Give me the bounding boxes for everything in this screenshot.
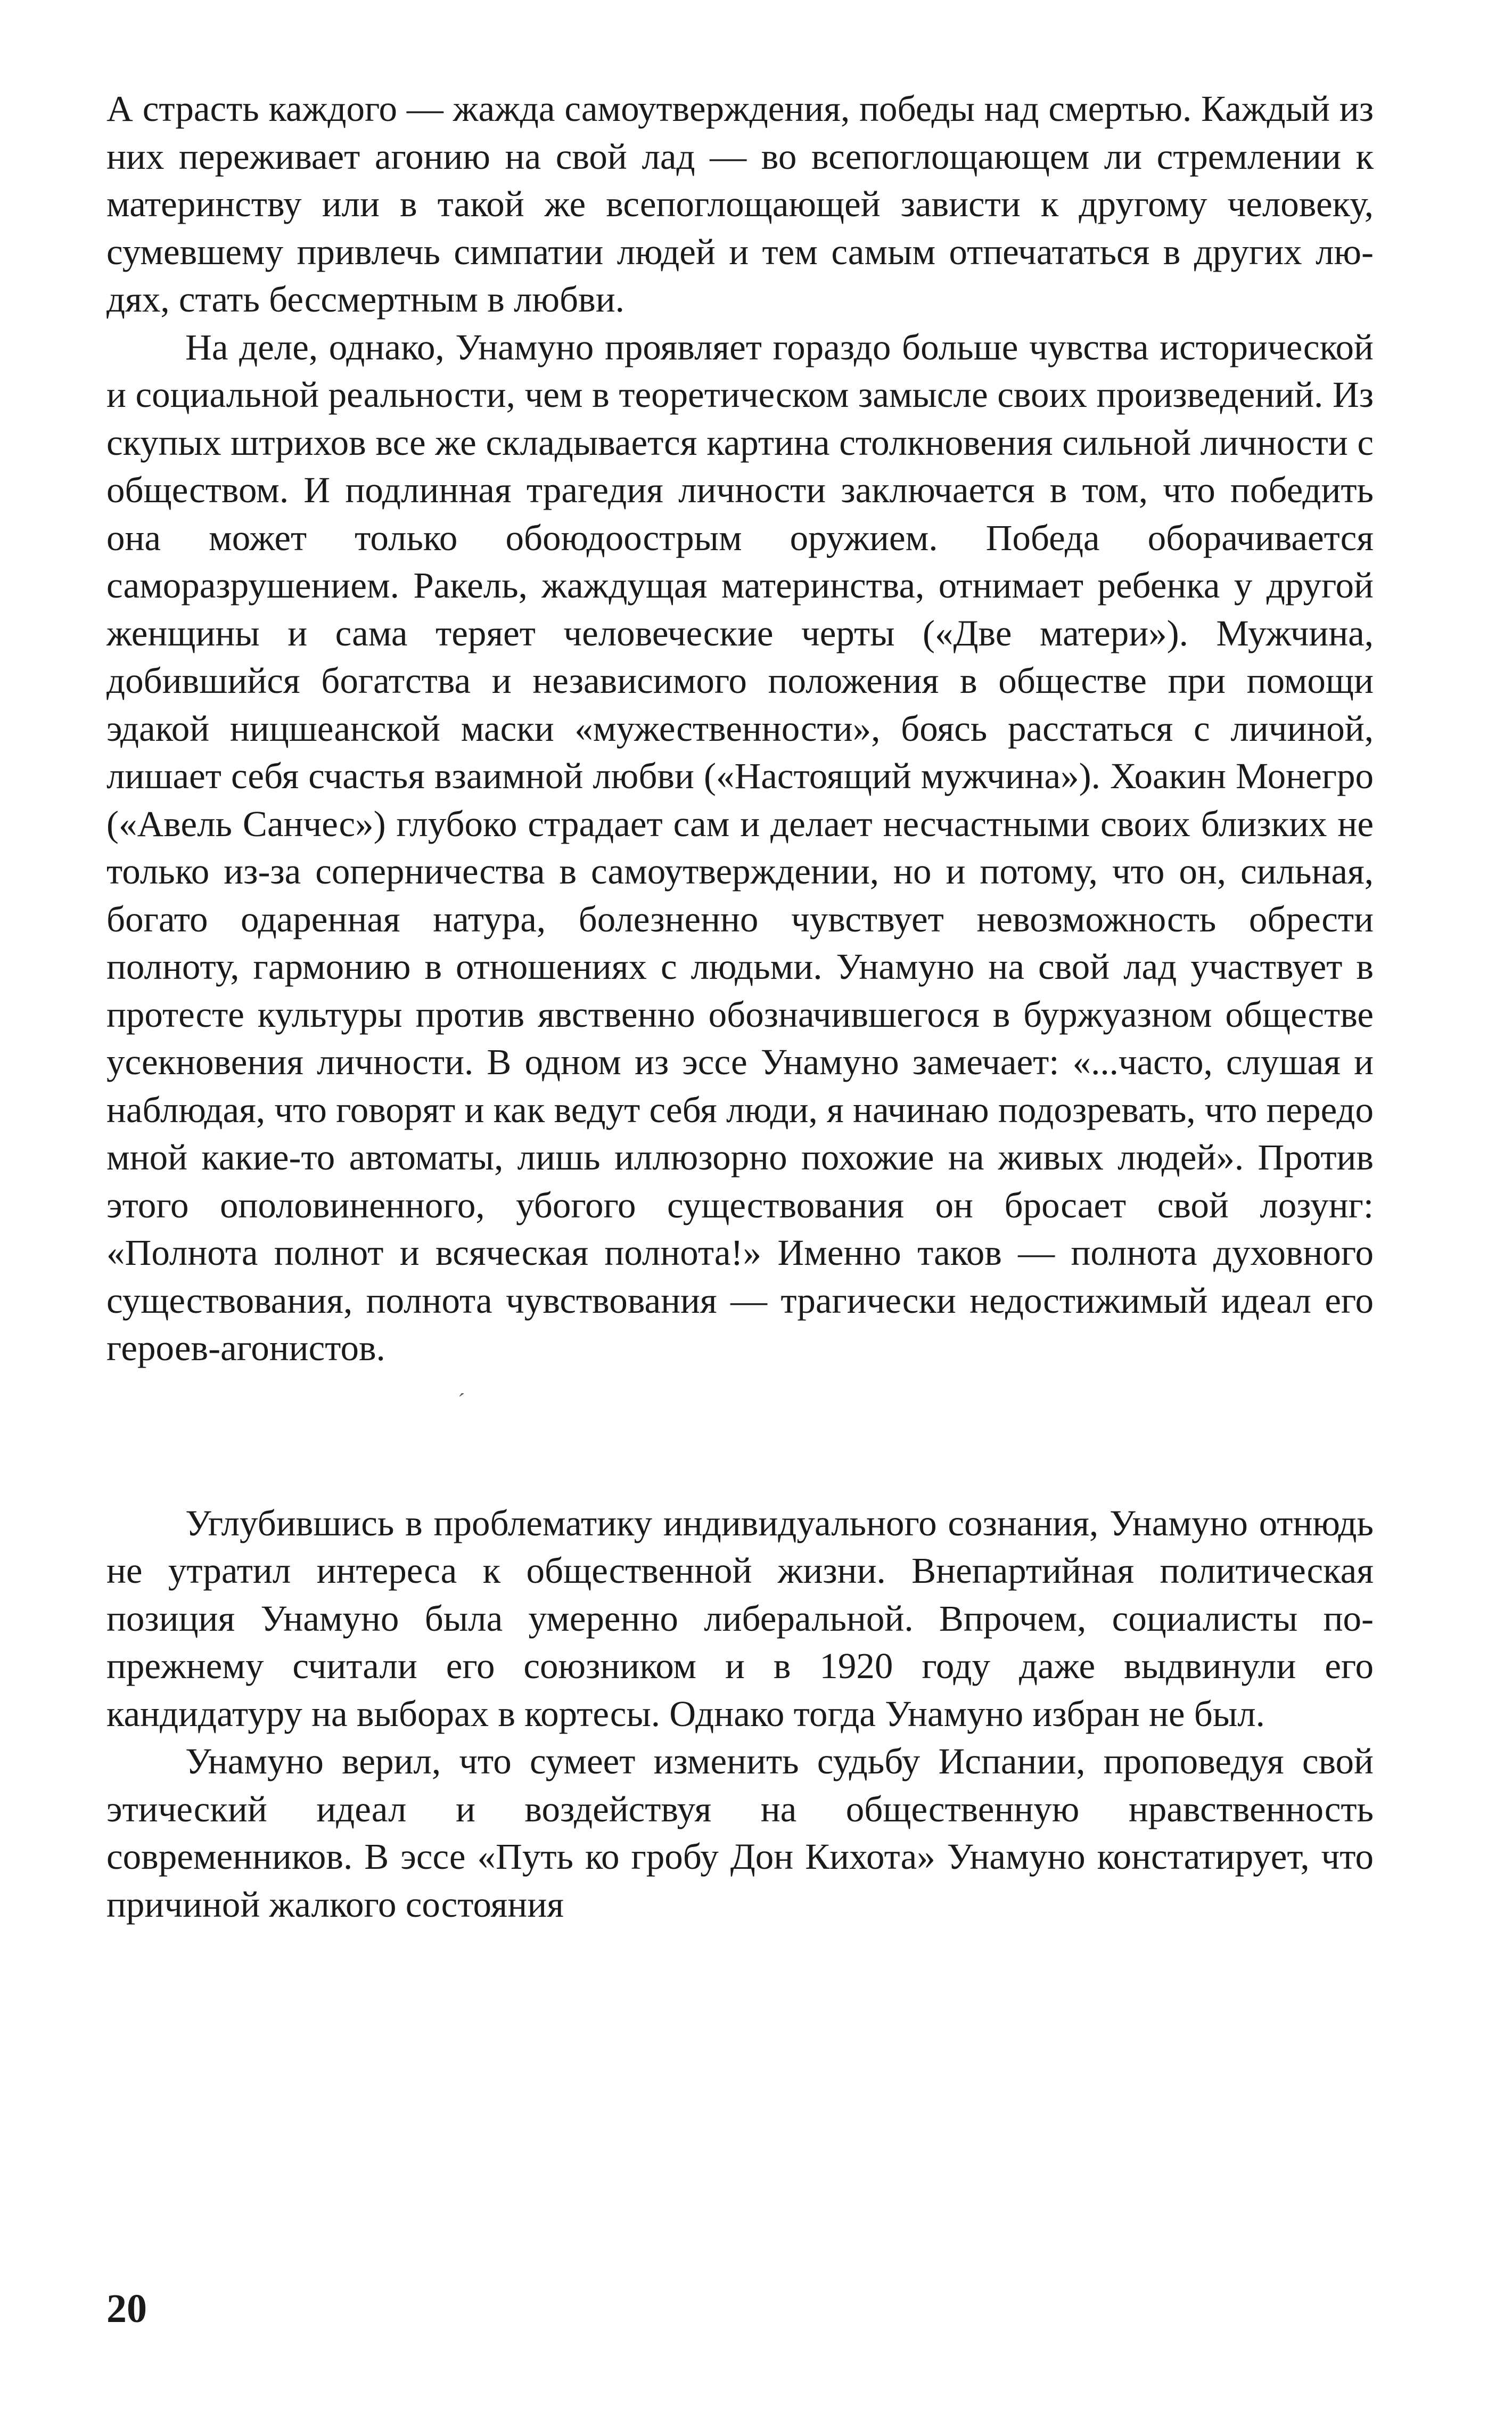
paragraph-1: А страсть каждого — жажда самоутверждения, победы над смертью. Каждый из них переживает агонию на свой лад — во всепоглощающем ли стремлении к материнству или в такой же всепоглощающей зависти к другому человеку, сумевшему привлечь симпатии людей и тем самым отпечататься в других людях, стать бессмертным в любви. — [106, 88, 1374, 320]
paragraph-4: Унамуно верил, что сумеет изменить судьбу Испании, проповедуя свой этический идеал и воздействуя на общественную нравственность современников. В эссе «Путь ко гробу Дон Кихота» Унамуно констатирует, что причиной жалкого состояния — [106, 1741, 1374, 1925]
paragraph-3: Углубившись в проблематику индивидуального сознания, Унамуно отнюдь не утратил интереса к общественной жизни. Внепартийная политическая позиция Унамуно была умеренно либеральной. Впрочем, социалисты по-прежнему считали его союзником и в 1920 году даже выдвинули его кандидатуру на выборах в кортесы. Однако тогда Унамуно избран не был. — [106, 1502, 1374, 1734]
paragraph-2: На деле, однако, Унамуно проявляет гораздо больше чувства исторической и социальной реальности, чем в теоретическом замысле своих произведений. Из скупых штрихов все же складывается картина столкновения сильной личности с обществом. И подлинная трагедия личности заключается в том, что победить она может только обоюдоострым оружием. Победа оборачивается саморазрушением. Ракель, жаждущая материнства, отнимает ребенка у другой женщины и сама теряет человеческие черты («Две матери»). Мужчина, добившийся богатства и независимого положения в обществе при помощи эдакой ницшеанской маски «мужественности», боясь расстаться с личиной, лишает себя счастья взаимной любви («Настоящий мужчина»). Хоакин Монегро («Авель Санчес») глубоко страдает сам и делает несчастными своих близких не только из-за соперничества в самоутверждении, но и потому, что он, сильная, богато одаренная натура, болезненно чувствует невозможность обрести полноту, гармонию в отношениях с людьми. Унамуно на свой лад участвует в протесте культуры против явственно обозначившегося в буржуазном обществе усекновения личности. В одном из эссе Унамуно замечает: «...часто, слушая и наблюдая, что говорят и как ведут себя люди, я начинаю подозревать, что передо мной какие-то автоматы, лишь иллюзорно похожие на живых людей». Против этого ополовиненного, убогого существования он бросает свой лозунг: «Полнота полнот и всяческая полнота!» Именно таков — полнота духовного существования, полнота чувствования — трагически недостижимый идеал его героев-агонистов. — [106, 326, 1374, 1368]
section-separator — [106, 1388, 1374, 1500]
page-body — [106, 85, 1374, 1928]
separator-mark: ´ — [458, 1388, 465, 1413]
page-number: 20 — [106, 2286, 147, 2331]
